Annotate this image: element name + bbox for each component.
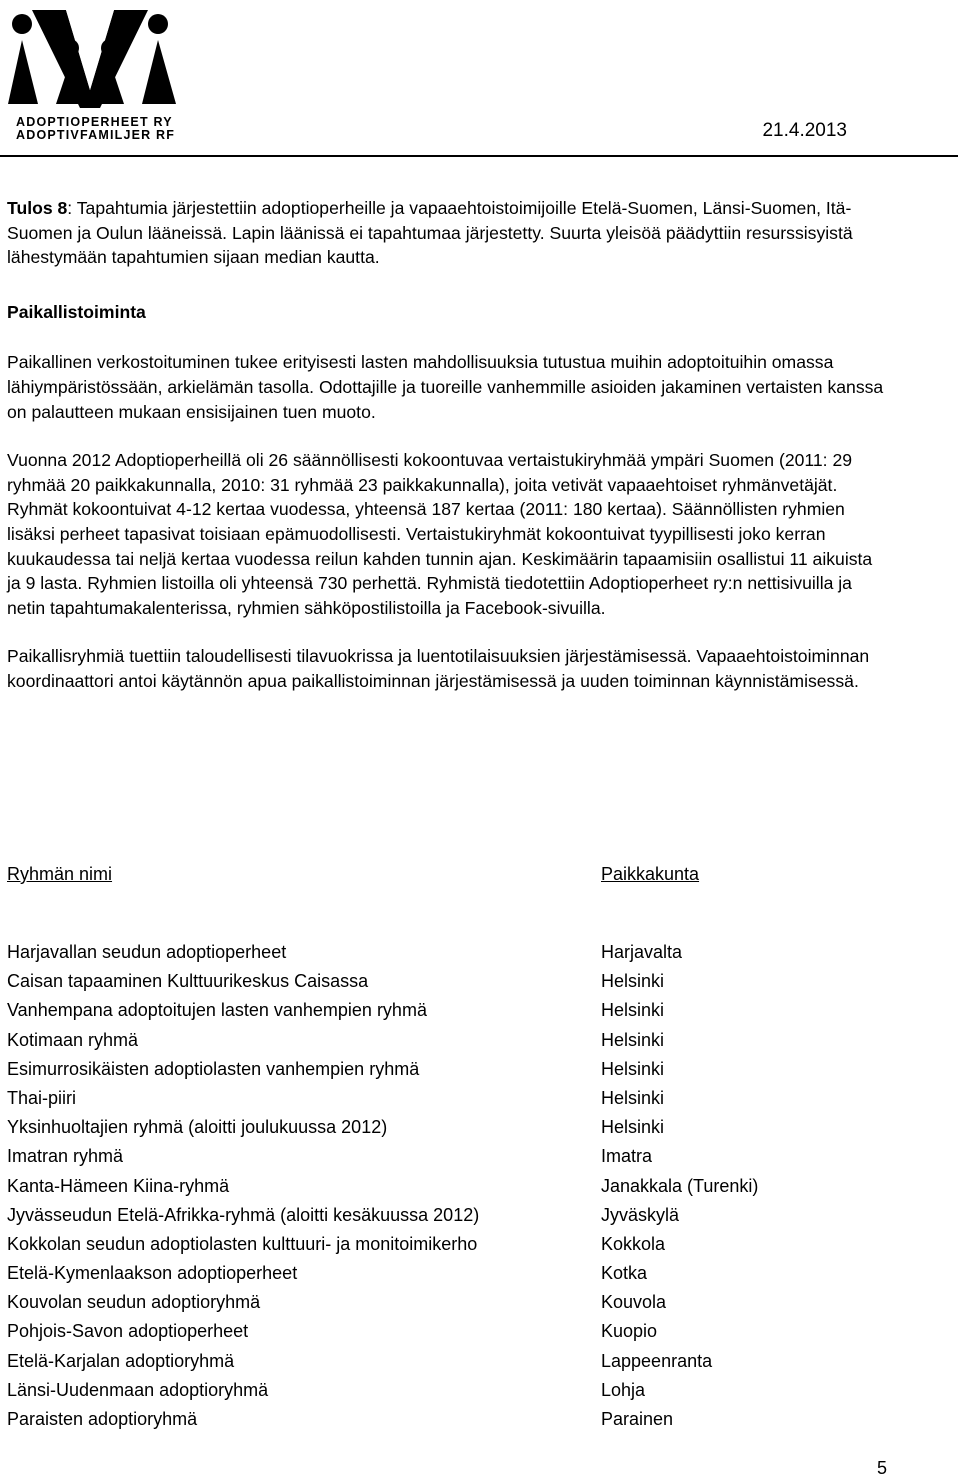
group-name-cell: Jyvässeudun Etelä-Afrikka-ryhmä (aloitti kesäkuussa 2012) xyxy=(7,1204,480,1225)
group-name-cell: Vanhempana adoptoitujen lasten vanhempien ryhmä xyxy=(7,1000,427,1021)
group-name-cell: Caisan tapaaminen Kulttuurikeskus Caisassa xyxy=(7,971,369,992)
group-name-cell: Kotimaan ryhmä xyxy=(7,1029,139,1050)
group-location-cell: Kouvola xyxy=(601,1292,667,1313)
logo-text-swedish: ADOPTIVFAMILJER RF xyxy=(16,128,176,142)
group-name-cell: Yksinhuoltajien ryhmä (aloitti joulukuussa 2012) xyxy=(7,1117,388,1138)
adoptioperheet-logo xyxy=(8,4,176,144)
table-row xyxy=(7,1407,907,1436)
result-label: Tulos 8 xyxy=(7,198,68,218)
paragraph-2012-groups: Vuonna 2012 Adoptioperheillä oli 26 säännöllisesti kokoontuvaa vertaistukiryhmää ympäri Suomen (2011: 29 ryhmää 20 paikkakunnalla, 2010: 31 ryhmää 23 paikkakunnalla), joita vetivät vapaaehtoiset ryhmänvetäjät. Ryhmät kokoontuivat 4-12 kertaa vuodessa, yhteensä 187 kertaa (2011: 180 kertaa). Säännöllisten ryhmien lisäksi perheet tapasivat toisiaan epämuodollisesti. Vertaistukiryhmät kokoontuivat tyypillisesti joko kerran kuukaudessa tai neljä kertaa vuodessa reilun kahden tunnin ajan. Keskimäärin tapaamisiin osallistui 11 aikuista ja 9 lasta. Ryhmien listoilla oli yhteensä 730 perhettä. Ryhmistä tiedotettiin Adoptioperheet ry:n nettisivuilla ja netin tapahtumakalenterissa, ryhmien sähköpostilistoilla ja Facebook-sivuilla. xyxy=(7,450,873,618)
table-row xyxy=(7,1086,907,1115)
group-name-cell: Harjavallan seudun adoptioperheet xyxy=(7,942,287,962)
table-row xyxy=(7,1232,907,1261)
group-location-cell: Helsinki xyxy=(601,1029,665,1050)
groups-table xyxy=(7,864,907,1429)
group-name-cell: Etelä-Karjalan adoptioryhmä xyxy=(7,1350,235,1371)
group-location-cell: Helsinki xyxy=(601,1087,665,1108)
group-location-cell: Harjavalta xyxy=(601,942,683,962)
table-row xyxy=(7,998,907,1027)
group-name-cell: Thai-piiri xyxy=(7,1087,77,1108)
group-name-cell: Pohjois-Savon adoptioperheet xyxy=(7,1321,249,1342)
group-location-cell: Janakkala (Turenki) xyxy=(601,1175,759,1196)
column-header-location: Paikkakunta xyxy=(601,864,700,884)
group-name-cell: Etelä-Kymenlaakson adoptioperheet xyxy=(7,1263,298,1284)
logo-text-finnish: ADOPTIOPERHEET RY xyxy=(16,115,173,129)
table-row xyxy=(7,1028,907,1057)
group-name-cell: Imatran ryhmä xyxy=(7,1146,124,1167)
group-name-cell: Kouvolan seudun adoptioryhmä xyxy=(7,1292,261,1313)
table-row xyxy=(7,1115,907,1144)
group-location-cell: Kotka xyxy=(601,1263,648,1284)
document-date: 21.4.2013 xyxy=(762,120,847,141)
section-heading: Paikallistoiminta xyxy=(7,301,146,322)
header-divider xyxy=(0,155,958,157)
paragraph-support: Paikallisryhmiä tuettiin taloudellisesti tilavuokrissa ja luentotilaisuuksien järjestämisessä. Vapaaehtoistoiminnan koordinaattori antoi käytännön apua paikallistoiminnan järjestämisessä ja uuden toiminnan käynnistämisessä. xyxy=(7,646,870,691)
document-body xyxy=(7,196,887,694)
group-name-cell: Esimurrosikäisten adoptiolasten vanhempien ryhmä xyxy=(7,1058,420,1079)
group-name-cell: Paraisten adoptioryhmä xyxy=(7,1409,198,1429)
table-row xyxy=(7,1378,907,1407)
group-name-cell: Kokkolan seudun adoptiolasten kulttuuri- ja monitoimikerho xyxy=(7,1233,478,1254)
group-location-cell: Lohja xyxy=(601,1379,646,1400)
table-row xyxy=(7,1144,907,1173)
column-header-group-name: Ryhmän nimi xyxy=(7,864,113,884)
group-location-cell: Imatra xyxy=(601,1146,653,1167)
page-number: 5 xyxy=(877,1458,888,1478)
table-row xyxy=(7,1174,907,1203)
group-location-cell: Helsinki xyxy=(601,971,665,992)
group-location-cell: Parainen xyxy=(601,1409,674,1429)
table-row xyxy=(7,969,907,998)
group-location-cell: Lappeenranta xyxy=(601,1350,713,1371)
table-row xyxy=(7,1261,907,1290)
group-location-cell: Kokkola xyxy=(601,1233,666,1254)
family-figures-logo-icon xyxy=(8,4,176,114)
page-header xyxy=(0,0,960,160)
group-location-cell: Helsinki xyxy=(601,1058,665,1079)
paragraph-local-networking: Paikallinen verkostoituminen tukee erityisesti lasten mahdollisuuksia tutustua muihin adoptoituihin omassa lähiympäristössään, arkielämän tasolla. Odottajille ja tuoreille vanhemmille asioiden jakaminen vertaisten kanssa on palautteen mukaan ensisijainen tuen muoto. xyxy=(7,352,884,422)
group-location-cell: Kuopio xyxy=(601,1321,658,1342)
group-name-cell: Länsi-Uudenmaan adoptioryhmä xyxy=(7,1379,269,1400)
result-text: : Tapahtumia järjestettiin adoptioperheille ja vapaaehtoistoimijoille Etelä-Suomen, Länsi-Suomen, Itä-Suomen ja Oulun lääneissä. Lapin läänissä ei tapahtumaa järjestetty. Suurta yleisöä päädyttiin resurssisyistä lähestymään tapahtumien sijaan median kautta. xyxy=(7,198,853,268)
groups-table-header xyxy=(7,864,907,888)
group-location-cell: Jyväskylä xyxy=(601,1204,680,1225)
table-row xyxy=(7,1057,907,1086)
groups-table-rows xyxy=(7,940,907,1436)
table-row xyxy=(7,1290,907,1319)
table-row xyxy=(7,1349,907,1378)
table-row xyxy=(7,1203,907,1232)
group-name-cell: Kanta-Hämeen Kiina-ryhmä xyxy=(7,1175,230,1196)
table-row xyxy=(7,1319,907,1348)
result-paragraph xyxy=(7,196,887,270)
table-row xyxy=(7,940,907,969)
group-location-cell: Helsinki xyxy=(601,1000,665,1021)
group-location-cell: Helsinki xyxy=(601,1117,665,1138)
